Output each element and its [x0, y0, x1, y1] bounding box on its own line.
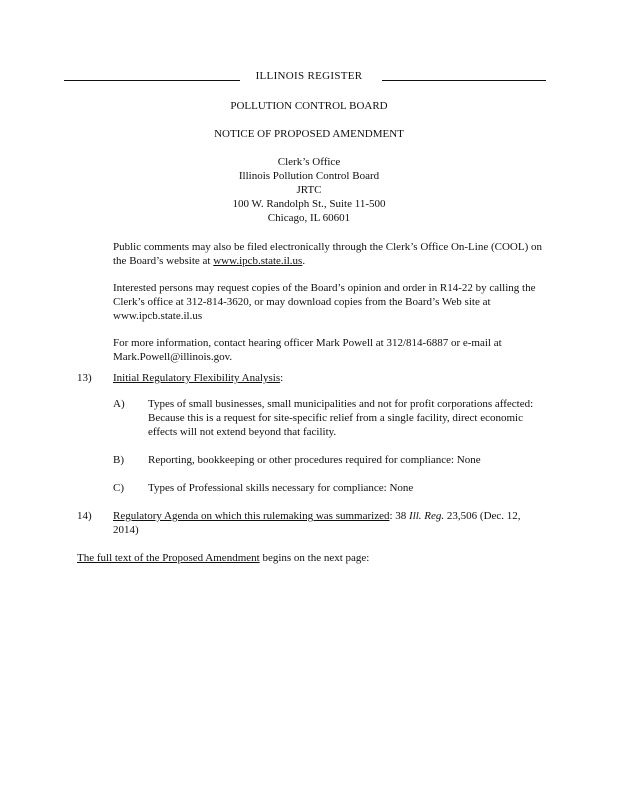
comments-text: Public comments may also be filed electronically through the Clerk’s Office On-Line (COOL) on the Board’s website at [113, 241, 542, 267]
item-c-text: Types of Professional skills necessary for compliance: None [148, 482, 414, 494]
citation-rest: 23,506 (Dec. 12, 2014) [113, 510, 521, 536]
citation-prefix: 38 [392, 510, 410, 522]
section-13-number: 13) [77, 372, 92, 384]
copies-paragraph: Interested persons may request copies of the Board’s opinion and order in R14-22 by calling the Clerk’s office at 312-814-3620, or may download copies from the Board’s Web site at www.ipcb.state.il.us [113, 282, 536, 322]
address-line: Illinois Pollution Control Board [238, 170, 380, 182]
section-13-colon: : [280, 372, 284, 384]
full-text-notice [77, 551, 547, 565]
section-14-paragraph [113, 509, 543, 537]
address-line: 100 W. Randolph St., Suite 11-500 [232, 198, 386, 210]
section-14-number: 14) [77, 510, 92, 522]
item-c-label: C) [113, 482, 124, 494]
comments-paragraph [113, 240, 543, 268]
full-text-rest: begins on the next page: [259, 552, 370, 564]
comments-end: . [302, 255, 306, 267]
item-b-text: Reporting, bookkeeping or other procedures required for compliance: None [148, 454, 481, 466]
address-line: JRTC [296, 184, 322, 196]
citation-journal: Ill. Reg. [409, 510, 445, 522]
register-title: ILLINOIS REGISTER [255, 70, 363, 82]
item-b-label: B) [113, 454, 124, 466]
section-13-title: Initial Regulatory Flexibility Analysis [113, 372, 281, 384]
address-block [0, 155, 618, 225]
contact-paragraph: For more information, contact hearing officer Mark Powell at 312/814-6887 or e-mail at Mark.Powell@illinois.gov. [113, 337, 502, 363]
address-line: Clerk’s Office [277, 156, 341, 168]
item-a-label: A) [113, 398, 125, 410]
notice-title: NOTICE OF PROPOSED AMENDMENT [214, 128, 404, 140]
address-line: Chicago, IL 60601 [267, 212, 351, 224]
item-a-text: Types of small businesses, small municipalities and not for profit corporations affected: Because this is a request for site-specific relief from a single facility, direct economic effects will not extend beyond that facility. [148, 398, 534, 438]
section-14-title: Regulatory Agenda on which this rulemaking was summarized [113, 510, 390, 522]
section-14-colon: : [389, 510, 393, 522]
board-website-link[interactable]: www.ipcb.state.il.us [213, 255, 303, 267]
board-title: POLLUTION CONTROL BOARD [230, 100, 388, 112]
section-13-heading [113, 371, 283, 385]
full-text-underlined: The full text of the Proposed Amendment [77, 552, 260, 564]
